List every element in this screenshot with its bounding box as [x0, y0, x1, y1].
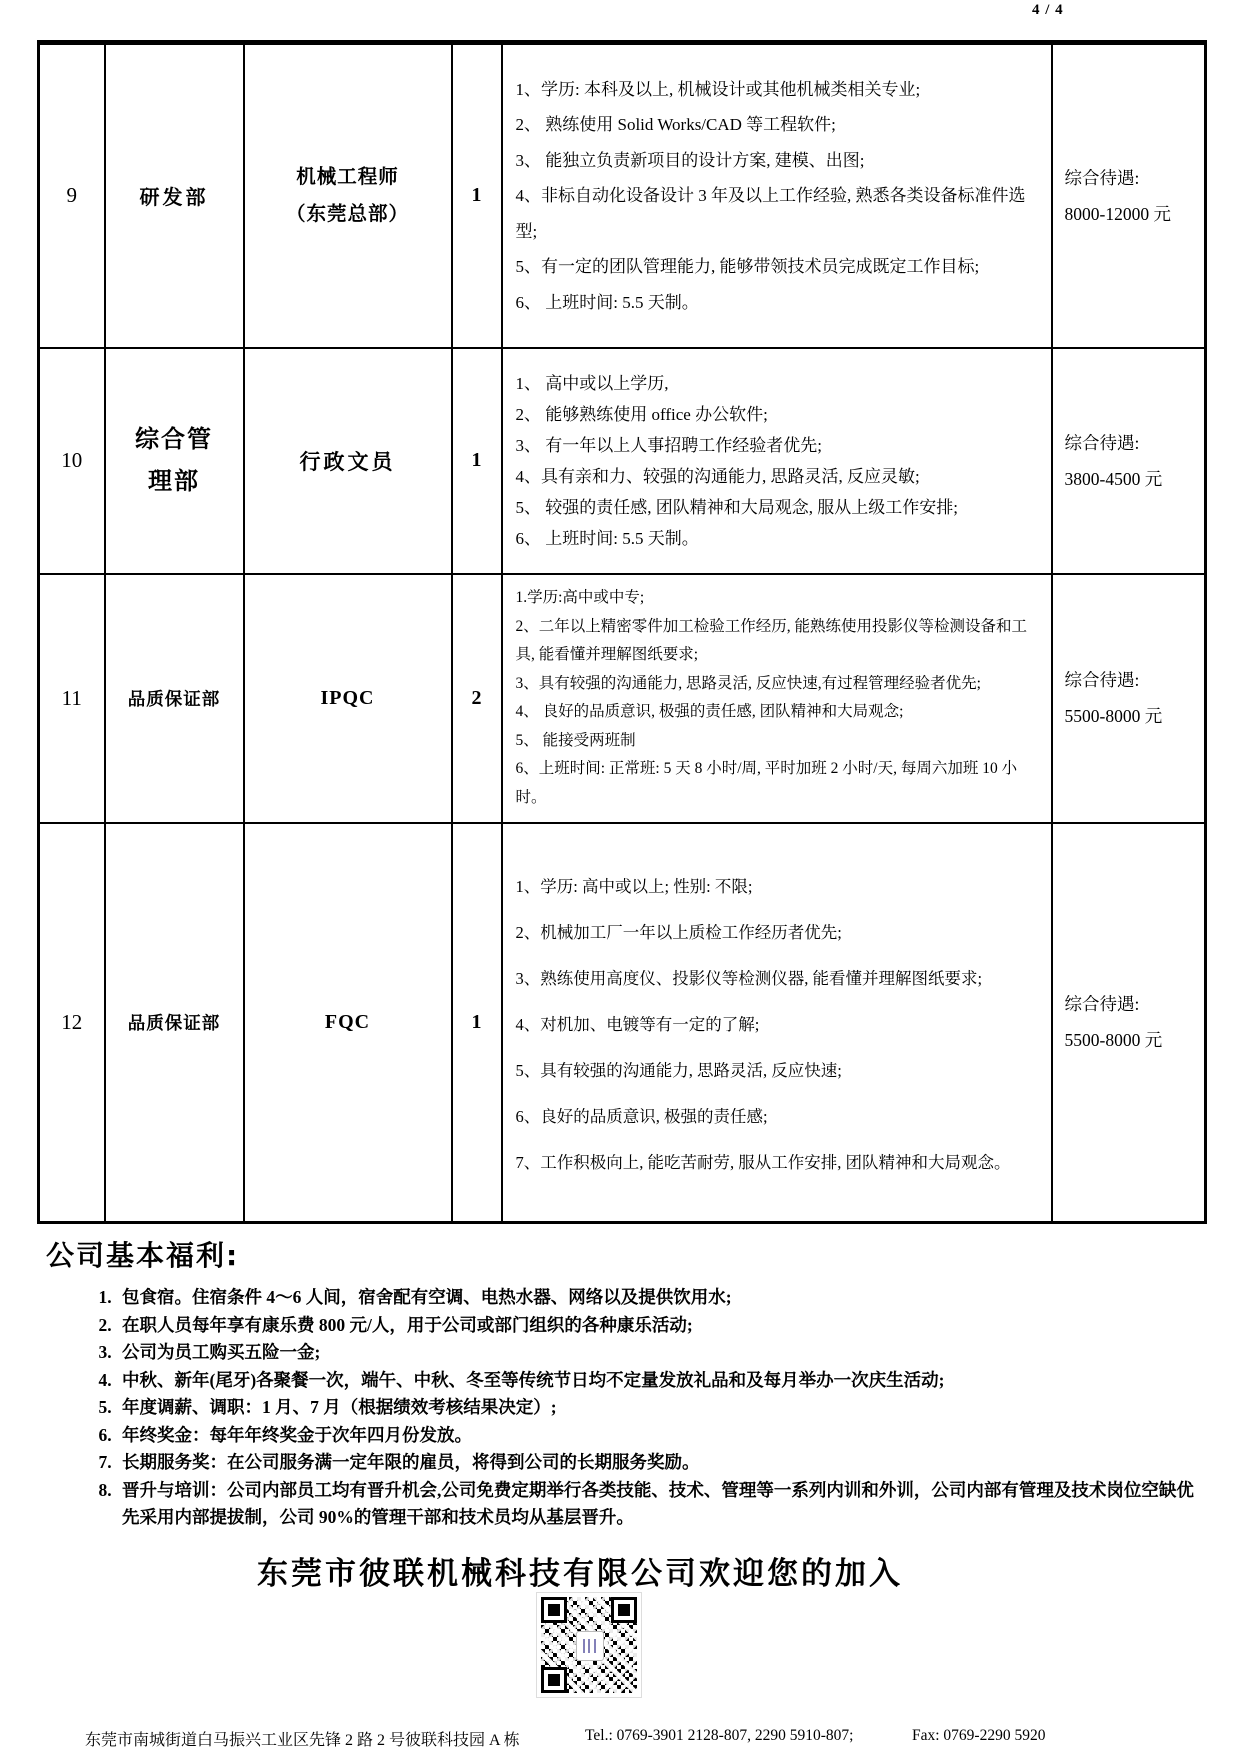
- department-line: 品质保证部: [127, 688, 221, 709]
- salary-line: 综合待遇:: [1064, 994, 1140, 1015]
- requirement-line: 3、具有较强的沟通能力, 思路灵活, 反应快速,有过程管理经验者优先;: [515, 674, 981, 692]
- requirement-line: 2、二年以上精密零件加工检验工作经历, 能熟练使用投影仪等检测设备和工具, 能看懂并理解图纸要求;: [515, 617, 1028, 663]
- qr-finder-icon: [541, 1667, 567, 1693]
- job-requirements: [502, 43, 1052, 348]
- requirement-line: 5、具有较强的沟通能力, 思路灵活, 反应快速;: [515, 1061, 842, 1081]
- department-line: 品质保证部: [127, 1012, 221, 1033]
- requirement-line: 2、 熟练使用 Solid Works/CAD 等工程软件;: [515, 115, 836, 134]
- requirement-line: 6、上班时间: 正常班: 5 天 8 小时/周, 平时加班 2 小时/天, 每周六加班 10 小时。: [515, 760, 1018, 806]
- salary-line: 5500-8000 元: [1064, 706, 1163, 726]
- benefit-item: 3. 公司为员工购买五险一金;: [116, 1339, 1206, 1367]
- requirement-line: 6、 上班时间: 5.5 天制。: [515, 292, 699, 312]
- position-line: 机械工程师: [296, 166, 399, 188]
- requirement-line: 6、 上班时间: 5.5 天制。: [515, 528, 699, 548]
- requirement-line: 2、机械加工厂一年以上质检工作经历者优先;: [515, 923, 842, 943]
- job-department: [105, 348, 244, 574]
- benefits-title: 公司基本福利:: [46, 1239, 240, 1272]
- job-no: 11: [39, 574, 105, 823]
- benefit-item: 5. 年度调薪、调职：1 月、7 月（根据绩效考核结果决定）;: [116, 1394, 1206, 1422]
- job-position: [244, 823, 452, 1223]
- department-line: 综合管: [135, 426, 213, 453]
- benefit-item: 4. 中秋、新年(尾牙)各聚餐一次，端午、中秋、冬至等传统节日均不定量发放礼品和及每月举办一次庆生活动;: [116, 1367, 1206, 1395]
- job-headcount: 1: [452, 348, 502, 574]
- job-salary: [1052, 348, 1206, 574]
- requirement-line: 3、熟练使用高度仪、投影仪等检测仪器, 能看懂并理解图纸要求;: [515, 969, 983, 989]
- job-position: [244, 43, 452, 348]
- benefit-item: 2. 在职人员每年享有康乐费 800 元/人，用于公司或部门组织的各种康乐活动;: [116, 1312, 1206, 1340]
- job-headcount: 1: [452, 43, 502, 348]
- requirement-line: 5、 能接受两班制: [515, 731, 636, 749]
- benefit-item: 6. 年终奖金：每年年终奖金于次年四月份发放。: [116, 1422, 1206, 1450]
- benefit-item: 7. 长期服务奖：在公司服务满一定年限的雇员，将得到公司的长期服务奖励。: [116, 1449, 1206, 1477]
- requirement-line: 3、 有一年以上人事招聘工作经验者优先;: [515, 435, 822, 455]
- job-position: [244, 574, 452, 823]
- salary-line: 3800-4500 元: [1064, 468, 1163, 489]
- job-salary: [1052, 574, 1206, 823]
- job-no: 12: [39, 823, 105, 1223]
- requirement-line: 1.学历:高中或中专;: [515, 589, 645, 606]
- benefit-item: 8. 晋升与培训：公司内部员工均有晋升机会,公司免费定期举行各类技能、技术、管理等一系列内训和外训，公司内部有管理及技术岗位空缺优先采用内部提拔制，公司 90%的管理干部和技术员均从基层晋升。: [116, 1477, 1206, 1532]
- footer-tel: Tel.: 0769-3901 2128-807, 2290 5910-807;: [585, 1727, 854, 1744]
- requirement-line: 4、具有亲和力、较强的沟通能力, 思路灵活, 反应灵敏;: [515, 466, 920, 486]
- requirement-line: 5、有一定的团队管理能力, 能够带领技术员完成既定工作目标;: [515, 257, 980, 276]
- job-row: [39, 43, 1206, 348]
- position-line: 行政文员: [299, 449, 396, 474]
- benefits-list: [46, 1284, 1206, 1532]
- job-department: [105, 574, 244, 823]
- job-row: [39, 348, 1206, 574]
- footer-address: 东莞市南城街道白马振兴工业区先锋 2 路 2 号彼联科技园 A 栋: [85, 1732, 520, 1749]
- job-row: [39, 574, 1206, 823]
- department-line: 研发部: [139, 187, 209, 210]
- page-number: 4 / 4: [1032, 2, 1064, 18]
- job-salary: [1052, 823, 1206, 1223]
- position-line: （东莞总部）: [285, 203, 409, 225]
- requirement-line: 1、 高中或以上学历,: [515, 373, 669, 393]
- requirement-line: 1、学历: 本科及以上, 机械设计或其他机械类相关专业;: [515, 79, 921, 99]
- requirement-line: 3、 能独立负责新项目的设计方案, 建模、出图;: [515, 150, 865, 170]
- job-requirements: [502, 574, 1052, 823]
- requirement-line: 5、 较强的责任感, 团队精神和大局观念, 服从上级工作安排;: [515, 497, 958, 517]
- qr-center-logo: [576, 1631, 604, 1661]
- job-no: 10: [39, 348, 105, 574]
- welcome-message: 东莞市彼联机械科技有限公司欢迎您的加入: [257, 1556, 903, 1591]
- benefits-section: [46, 1234, 1206, 1532]
- job-position: [244, 348, 452, 574]
- footer-fax: Fax: 0769-2290 5920: [912, 1727, 1046, 1744]
- job-row: [39, 823, 1206, 1223]
- salary-line: 综合待遇:: [1064, 670, 1140, 690]
- job-headcount: 2: [452, 574, 502, 823]
- requirement-line: 6、良好的品质意识, 极强的责任感;: [515, 1107, 768, 1127]
- salary-line: 综合待遇:: [1064, 432, 1140, 453]
- footer: [0, 1727, 1241, 1753]
- requirement-line: 4、 良好的品质意识, 极强的责任感, 团队精神和大局观念;: [515, 703, 904, 720]
- qr-finder-icon: [541, 1597, 567, 1623]
- requirement-line: 4、对机加、电镀等有一定的了解;: [515, 1015, 760, 1035]
- salary-line: 5500-8000 元: [1064, 1030, 1163, 1051]
- requirement-line: 2、 能够熟练使用 office 办公软件;: [515, 404, 768, 424]
- job-department: [105, 823, 244, 1223]
- requirement-line: 7、工作积极向上, 能吃苦耐劳, 服从工作安排, 团队精神和大局观念。: [515, 1153, 1011, 1173]
- qr-code: [537, 1593, 641, 1697]
- position-line: IPQC: [320, 686, 375, 709]
- job-no: 9: [39, 43, 105, 348]
- job-requirements: [502, 348, 1052, 574]
- position-line: FQC: [324, 1010, 371, 1033]
- job-department: [105, 43, 244, 348]
- salary-line: 8000-12000 元: [1064, 203, 1171, 224]
- job-table: [37, 40, 1207, 1224]
- benefit-item: 1. 包食宿。住宿条件 4～6 人间，宿舍配有空调、电热水器、网络以及提供饮用水;: [116, 1284, 1206, 1312]
- requirement-line: 1、学历: 高中或以上; 性别: 不限;: [515, 877, 753, 897]
- job-salary: [1052, 43, 1206, 348]
- job-requirements: [502, 823, 1052, 1223]
- requirement-line: 4、非标自动化设备设计 3 年及以上工作经验, 熟悉各类设备标准件选型;: [515, 186, 1026, 241]
- job-headcount: 1: [452, 823, 502, 1223]
- qr-finder-icon: [611, 1597, 637, 1623]
- department-line: 理部: [148, 468, 200, 495]
- salary-line: 综合待遇:: [1064, 167, 1140, 188]
